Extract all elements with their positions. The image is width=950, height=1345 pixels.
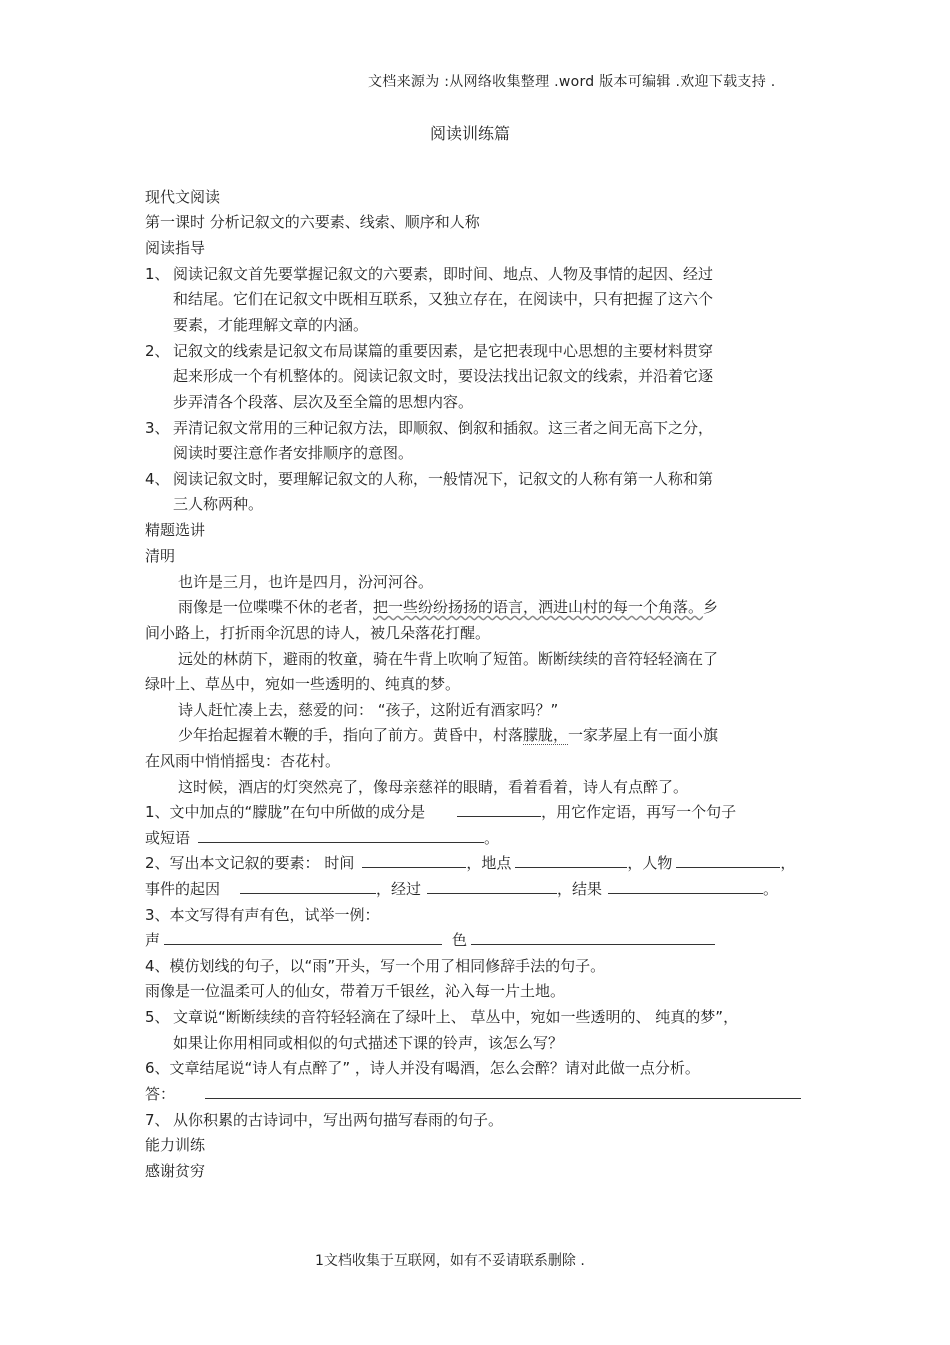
question-2-end: 。 [763, 880, 779, 898]
section-modern-reading: 现代文阅读 [145, 188, 221, 206]
question-2-process-label: ，经过 [376, 880, 422, 898]
passage-paragraph-2-line-2: 间小路上，打折雨伞沉思的诗人，被几朵落花打醒。 [145, 624, 491, 642]
question-1-text-a: 1、文中加点的“朦胧”在句中所做的成分是 [145, 803, 426, 821]
question-1-end: 。 [484, 829, 500, 847]
answer-blank-cause[interactable] [240, 879, 376, 894]
question-3-answer-line [145, 930, 715, 950]
guide-3-line-1: 弄清记叙文常用的三种记叙方法，即顺叙、倒叙和插叙。这三者之间无高下之分， [173, 419, 714, 437]
answer-blank-place[interactable] [515, 853, 627, 868]
answer-blank-time[interactable] [362, 853, 466, 868]
answer-blank-process[interactable] [427, 879, 557, 894]
guide-2-line-3: 步弄清各个段落、层次及至全篇的思想内容。 [173, 393, 474, 411]
question-2-cause-label: 事件的起因 [145, 880, 221, 898]
guide-number-3: 3、 [145, 419, 170, 437]
question-6-answer-line [145, 1084, 801, 1104]
question-1-text-b: ，用它作定语，再写一个句子 [541, 803, 737, 821]
question-5-number: 5、 [145, 1008, 170, 1026]
passage-paragraph-5 [178, 725, 718, 745]
passage-title: 清明 [145, 547, 176, 565]
answer-blank-color[interactable] [471, 930, 715, 945]
guide-1-line-2: 和结尾。它们在记叙文中既相互联系，又独立存在，在阅读中，只有把握了这六个 [173, 290, 714, 308]
answer-blank-sound[interactable] [164, 930, 442, 945]
question-3-sound-label: 声 [145, 931, 161, 949]
passage-p2-part-c: 乡 [703, 598, 719, 616]
passage-paragraph-3-line-1: 远处的林荫下，避雨的牧童，骑在牛背上吹响了短笛。断断续续的音符轻轻滴在了 [178, 650, 719, 668]
passage-p2-part-a: 雨像是一位喋喋不休的老者， [178, 598, 374, 616]
section-selected: 精题选讲 [145, 521, 206, 539]
question-2-line-2 [145, 879, 778, 899]
answer-blank-person[interactable] [676, 853, 780, 868]
passage-paragraph-2 [178, 597, 718, 617]
passage-paragraph-3-line-2: 绿叶上、草丛中，宛如一些透明的、纯真的梦。 [145, 675, 461, 693]
page-title: 阅读训练篇 [430, 124, 511, 143]
passage-paragraph-4: 诗人赶忙凑上去，慈爱的问： “孩子，这附近有酒家吗？” [178, 701, 559, 719]
section-ability: 能力训练 [145, 1136, 206, 1154]
guide-number-1: 1、 [145, 265, 170, 283]
header-note: 文档来源为 :从网络收集整理 .word 版本可编辑 .欢迎下载支持 . [368, 74, 776, 90]
question-2-place-label: ，地点 [466, 854, 512, 872]
question-3-color-label: 色 [452, 931, 468, 949]
question-1-line-1 [145, 802, 736, 822]
section-thanks-poverty: 感谢贫穷 [145, 1162, 206, 1180]
guide-3-line-2: 阅读时要注意作者安排顺序的意图。 [173, 444, 414, 462]
passage-paragraph-1: 也许是三月，也许是四月，汾河河谷。 [178, 573, 434, 591]
question-6-answer-label: 答： [145, 1085, 176, 1103]
question-7: 从你积累的古诗词中，写出两句描写春雨的句子。 [173, 1111, 504, 1129]
question-1-text-c: 或短语 [145, 829, 191, 847]
answer-blank-result[interactable] [608, 879, 763, 894]
page-footer: 1文档收集于互联网，如有不妥请联系删除 . [315, 1253, 585, 1269]
passage-p5-part-c: 一家茅屋上有一面小旗 [568, 726, 719, 744]
question-5-line-2: 如果让你用相同或相似的句式描述下课的铃声，该怎么写？ [173, 1034, 564, 1052]
passage-p5-part-a: 少年抬起握着木鞭的手，指向了前方。黄昏中，村落 [178, 726, 524, 744]
question-6: 6、文章结尾说“诗人有点醉了” ，诗人并没有喝酒，怎么会醉？请对此做一点分析。 [145, 1059, 700, 1077]
section-guidance: 阅读指导 [145, 239, 206, 257]
guide-4-line-1: 阅读记叙文时，要理解记叙文的人称，一般情况下，记叙文的人称有第一人称和第 [173, 470, 714, 488]
question-2-person-label: ，人物 [627, 854, 673, 872]
question-2-comma: ， [780, 854, 796, 872]
answer-blank-q1-sentence[interactable] [198, 828, 484, 843]
question-2-line-1 [145, 853, 795, 873]
passage-p5-dotted-word: 朦胧， [523, 726, 569, 744]
section-lesson-one: 第一课时 分析记叙文的六要素、线索、顺序和人称 [145, 213, 480, 231]
passage-paragraph-5-line-2: 在风雨中悄悄摇曳：杏花村。 [145, 752, 341, 770]
question-2-text-a: 2、写出本文记叙的要素： 时间 [145, 854, 355, 872]
passage-paragraph-6: 这时候，酒店的灯突然亮了，像母亲慈祥的眼睛，看着看着，诗人有点醉了。 [178, 778, 689, 796]
question-4-answer: 雨像是一位温柔可人的仙女，带着万千银丝，沁入每一片土地。 [145, 982, 566, 1000]
question-4: 4、模仿划线的句子，以“雨”开头，写一个用了相同修辞手法的句子。 [145, 957, 606, 975]
question-3: 3、本文写得有声有色，试举一例： [145, 906, 380, 924]
guide-number-4: 4、 [145, 470, 170, 488]
answer-blank-q1-component[interactable] [457, 802, 541, 817]
question-1-line-2 [145, 828, 499, 848]
question-7-number: 7、 [145, 1111, 170, 1129]
question-5-line-1: 文章说“断断续续的音符轻轻滴在了绿叶上、 草丛中，宛如一些透明的、 纯真的梦”， [173, 1008, 739, 1026]
answer-blank-q6[interactable] [205, 1084, 801, 1099]
guide-number-2: 2、 [145, 342, 170, 360]
guide-4-line-2: 三人称两种。 [173, 495, 264, 513]
question-2-result-label: ，结果 [557, 880, 603, 898]
guide-1-line-3: 要素，才能理解文章的内涵。 [173, 316, 369, 334]
passage-p2-underlined: 把一些纷纷扬扬的语言，洒进山村的每一个角落。 [373, 598, 704, 616]
guide-2-line-1: 记叙文的线索是记叙文布局谋篇的重要因素，是它把表现中心思想的主要材料贯穿 [173, 342, 714, 360]
guide-1-line-1: 阅读记叙文首先要掌握记叙文的六要素，即时间、地点、人物及事情的起因、经过 [173, 265, 714, 283]
guide-2-line-2: 起来形成一个有机整体的。阅读记叙文时，要设法找出记叙文的线索，并沿着它逐 [173, 367, 714, 385]
